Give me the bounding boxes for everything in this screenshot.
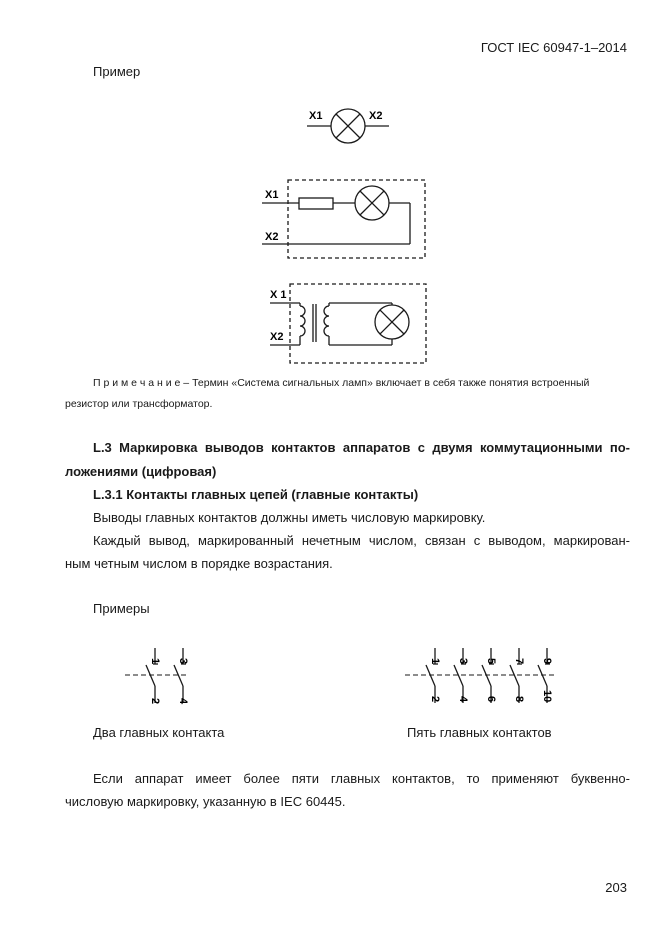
transformer-terminal-x2: X2 (270, 331, 284, 343)
example-label: Пример (93, 64, 141, 79)
two-contacts-bottom-label-2: 2 (149, 698, 161, 705)
paragraph-2-line-1: Каждый вывод, маркированный нечетным числом, связан с выводом, маркирован- (93, 533, 630, 548)
page-number: 203 (605, 880, 627, 895)
document-standard-header: ГОСТ IEC 60947-1–2014 (480, 40, 627, 55)
five-contacts-bottom-label-10: 10 (541, 690, 553, 703)
subsection-heading: L.3.1 Контакты главных цепей (главные контакты) (93, 487, 419, 502)
five-contacts-top-label-1: 1 (429, 658, 441, 665)
note-label: П р и м е ч а н и е (93, 377, 181, 389)
lamp-terminal-x1: X1 (309, 110, 323, 122)
two-contacts-top-label-1: 1 (149, 658, 161, 665)
transformer-terminal-x1: X 1 (270, 289, 287, 301)
five-contacts-top-label-7: 7 (513, 658, 525, 665)
note-line-2: резистор или трансформатор. (65, 398, 213, 410)
two-contacts-caption: Два главных контакта (93, 725, 225, 740)
section-heading-line-2: ложениями (цифровая) (65, 464, 217, 479)
two-contacts-top-label-3: 3 (177, 658, 189, 665)
resistor-terminal-x1: X1 (265, 189, 279, 201)
five-contacts-bottom-label-8: 8 (513, 696, 525, 703)
five-contacts-bottom-label-6: 6 (485, 696, 497, 703)
note-text: – Термин «Система сигнальных ламп» включает в себя также понятия встроенный (180, 377, 590, 389)
paragraph-1: Выводы главных контактов должны иметь числовую маркировку. (93, 510, 486, 525)
closing-line-2: числовую маркировку, указанную в IEC 60445. (65, 794, 346, 809)
lamp-terminal-x2: X2 (369, 110, 383, 122)
examples-label: Примеры (93, 601, 150, 616)
note-line-1 (93, 377, 589, 389)
closing-line-1: Если аппарат имеет более пяти главных контактов, то применяют буквенно- (93, 771, 630, 786)
paragraph-2-line-2: ным четным числом в порядке возрастания. (65, 556, 333, 571)
five-contacts-caption: Пять главных контактов (407, 725, 552, 740)
five-contacts-top-label-3: 3 (457, 658, 469, 665)
two-contacts-bottom-label-4: 4 (177, 698, 189, 705)
resistor-terminal-x2: X2 (265, 231, 279, 243)
five-contacts-bottom-label-2: 2 (429, 696, 441, 703)
section-heading-line-1: L.3 Маркировка выводов контактов аппаратов с двумя коммутационными по- (93, 440, 630, 455)
five-contacts-bottom-label-4: 4 (457, 696, 469, 703)
five-contacts-top-label-9: 9 (541, 658, 553, 665)
five-contacts-top-label-5: 5 (485, 658, 497, 665)
